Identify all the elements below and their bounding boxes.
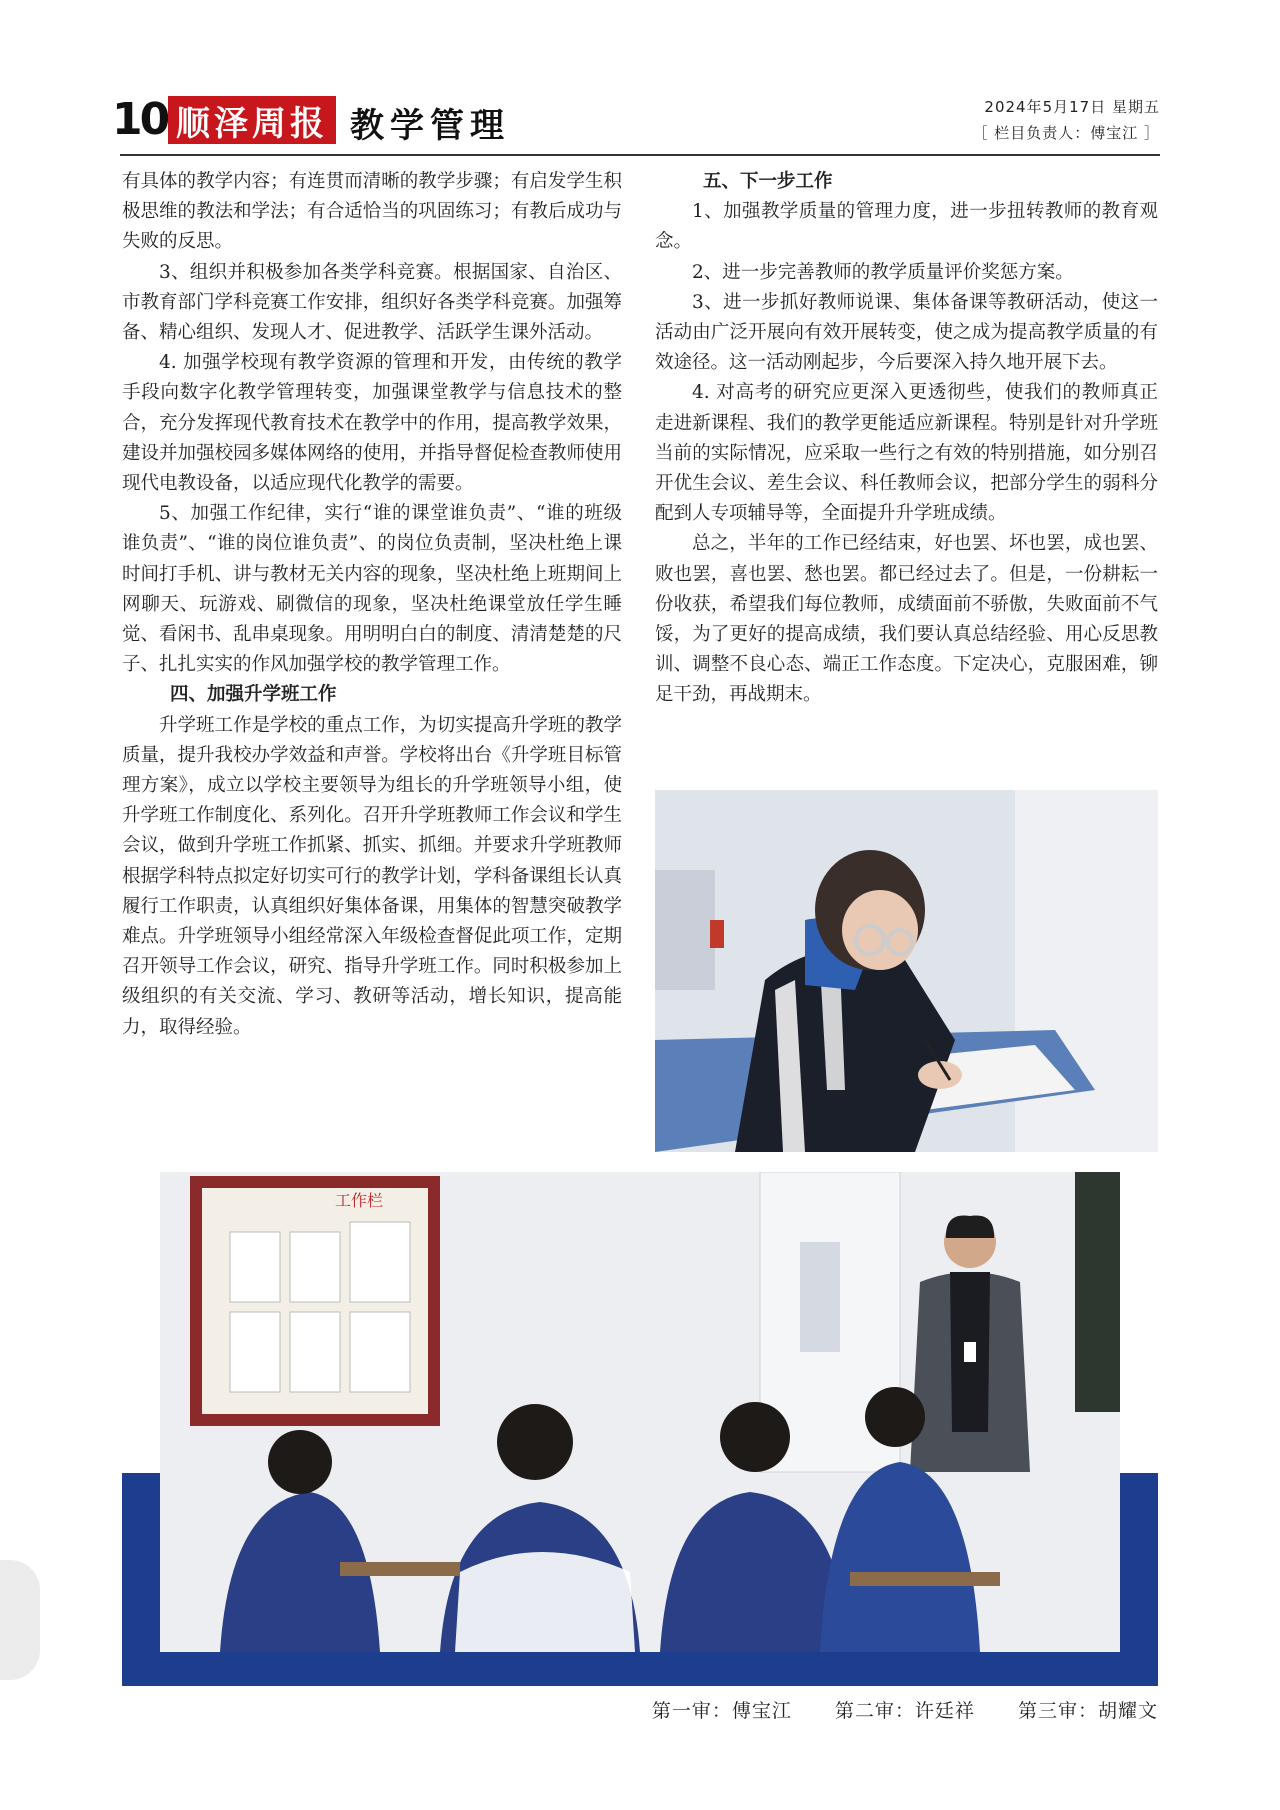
page-header xyxy=(110,92,1160,152)
paragraph: 有具体的教学内容；有连贯而清晰的教学步骤；有启发学生积极思维的教法和学法；有合适恰当的巩固练习；有教后成功与失败的反思。 xyxy=(122,171,622,253)
section-title: 教学管理 xyxy=(350,106,510,146)
paragraph: 5、加强工作纪律，实行“谁的课堂谁负责”、“谁的班级谁负责”、“谁的岗位谁负责”、的岗位负责制，坚决杜绝上课时间打手机、讲与教材无关内容的现象，坚决杜绝上班期间上网聊天、玩游戏、刷微信的现象，坚决杜绝课堂放任学生睡觉、看闲书、乱串桌现象。用明明白白的制度、清清楚楚的尺子、扎扎实实的作风加强学校的教学管理工作。 xyxy=(122,503,622,676)
paragraph: 1、加强教学质量的管理力度，进一步扭转教师的教育观念。 xyxy=(655,201,1158,253)
student-writing-illustration xyxy=(655,790,1158,1152)
section-heading: 五、下一步工作 xyxy=(703,171,833,192)
left-column xyxy=(122,167,622,1043)
third-reviewer: 第三审：胡耀文 xyxy=(1017,1700,1158,1722)
paragraph: 4. 加强学校现有教学资源的管理和开发，由传统的教学手段向数字化教学管理转变，加强课堂教学与信息技术的整合，充分发挥现代教育技术在教学中的作用，提高教学效果，建设并加强校园多媒体网络的使用，并指导督促检查教师使用现代电教设备，以适应现代化教学的需要。 xyxy=(122,352,622,495)
student-writing-photo xyxy=(655,790,1158,1152)
issue-date: 2024年5月17日 星期五 xyxy=(984,98,1160,116)
section-heading: 四、加强升学班工作 xyxy=(170,684,337,706)
paragraph: 4. 对高考的研究应更深入更透彻些，使我们的教师真正走进新课程、我们的教学更能适应新课程。特别是针对升学班当前的实际情况，应采取一些行之有效的特别措施，如分别召开优生会议、差生会议、科任教师会议，把部分学生的弱科分配到人专项辅导等，全面提升升学班成绩。 xyxy=(655,382,1158,525)
edge-decoration xyxy=(0,1560,40,1680)
first-reviewer: 第一审：傅宝江 xyxy=(651,1700,792,1722)
paragraph: 2、进一步完善教师的教学质量评价奖惩方案。 xyxy=(692,261,1074,283)
review-footer xyxy=(616,1696,1158,1723)
newspaper-masthead: 顺泽周报 xyxy=(168,96,336,144)
header-divider xyxy=(120,154,1160,156)
column-editor: ［ 栏目负责人：傅宝江 ］ xyxy=(972,124,1160,142)
page-number: 10 xyxy=(112,94,168,145)
board-title: 工作栏 xyxy=(335,1191,384,1210)
classroom-illustration xyxy=(160,1172,1120,1652)
second-reviewer: 第二审：许廷祥 xyxy=(834,1700,975,1722)
paragraph: 升学班工作是学校的重点工作，为切实提高升学班的教学质量，提升我校办学效益和声誉。学校将出台《升学班目标管理方案》，成立以学校主要领导为组长的升学班领导小组，使升学班工作制度化、系列化。召开升学班教师工作会议和学生会议，做到升学班工作抓紧、抓实、抓细。并要求升学班教师根据学科特点拟定好切实可行的教学计划，学科备课组长认真履行工作职责，认真组织好集体备课，用集体的智慧突破教学难点。升学班领导小组经常深入年级检查督促此项工作，定期召开领导工作会议，研究、指导升学班工作。同时积极参加上级组织的有关交流、学习、教研等活动，增长知识，提高能力，取得经验。 xyxy=(122,714,622,1038)
paragraph: 3、进一步抓好教师说课、集体备课等教研活动，使这一活动由广泛开展向有效开展转变，使之成为提高教学质量的有效途径。这一活动刚起步，今后要深入持久地开展下去。 xyxy=(655,291,1158,374)
classroom-photo xyxy=(160,1172,1120,1652)
paragraph: 总之，半年的工作已经结束，好也罢、坏也罢，成也罢、败也罢，喜也罢、愁也罢。都已经过去了。但是，一份耕耘一份收获，希望我们每位教师，成绩面前不骄傲，失败面前不气馁，为了更好的提高成绩，我们要认真总结经验、用心反思教训、调整不良心态、端正工作态度。下定决心，克服困难，铆足干劲，再战期末。 xyxy=(655,533,1158,706)
paragraph: 3、组织并积极参加各类学科竞赛。根据国家、自治区、市教育部门学科竞赛工作安排，组织好各类学科竞赛。加强筹备、精心组织、发现人才、促进教学、活跃学生课外活动。 xyxy=(122,261,622,344)
right-column xyxy=(655,167,1158,711)
